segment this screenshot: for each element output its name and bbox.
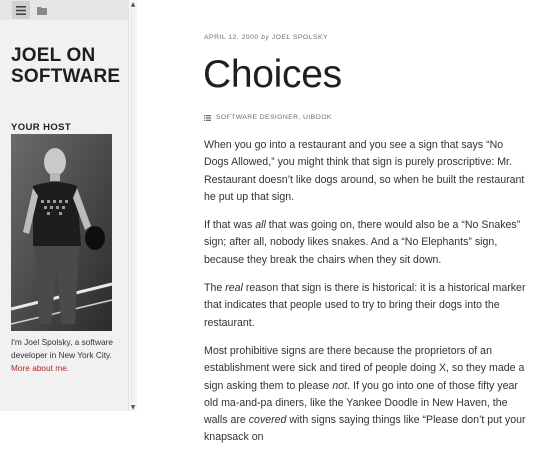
host-photo bbox=[11, 134, 112, 331]
sidebar bbox=[0, 0, 128, 411]
post-title: Choices bbox=[203, 53, 342, 96]
post-content bbox=[204, 137, 530, 458]
emphasis: all bbox=[255, 219, 266, 232]
paragraph-text: When you go into a restaurant and you see a sign that says “No Dogs Allowed,” you might think that sign is purely proscriptive: Mr. Restaurant doesn’t like dogs around, so when he built the restaurant he put up that sign. bbox=[204, 139, 525, 203]
post-date[interactable]: APRIL 12, 2000 bbox=[204, 34, 259, 41]
paragraph bbox=[204, 343, 530, 447]
folder-button[interactable] bbox=[33, 1, 51, 19]
sidebar-toolbar bbox=[0, 0, 128, 20]
paragraph-text: that was going on, there would also be a “No Snakes” sign; after all, nobody likes snakes. And a “No Elephants” sign, because they break the chairs when they sit down. bbox=[204, 219, 521, 266]
scroll-up-arrow-icon[interactable]: ▲ bbox=[130, 0, 136, 8]
sidebar-scrollbar[interactable] bbox=[128, 0, 137, 411]
paragraph-text: with signs saying things like “Please don’t put your knapsack on bbox=[204, 414, 526, 444]
more-about-me-link[interactable]: More about me. bbox=[11, 363, 70, 373]
scrollbar-thumb[interactable] bbox=[130, 9, 135, 403]
emphasis: real bbox=[225, 282, 243, 295]
emphasis: not bbox=[332, 379, 348, 392]
menu-icon bbox=[16, 6, 26, 15]
paragraph bbox=[204, 217, 530, 269]
site-title[interactable]: JOEL ON SOFTWARE bbox=[11, 45, 121, 87]
menu-button[interactable] bbox=[12, 1, 30, 19]
folder-icon bbox=[37, 6, 47, 15]
scroll-down-arrow-icon[interactable]: ▼ bbox=[130, 403, 136, 411]
paragraph-text: The bbox=[204, 282, 226, 295]
categories-links[interactable]: SOFTWARE DESIGNER, UIBOOK bbox=[216, 114, 332, 121]
paragraph bbox=[204, 280, 530, 332]
paragraph-text: reason that sign is there is historical: it is a historical marker that indicates that people used to try to bring their dogs into the restaurant. bbox=[204, 282, 526, 329]
post-meta bbox=[204, 34, 328, 41]
paragraph-text: If that was bbox=[204, 219, 256, 232]
list-icon bbox=[204, 115, 211, 121]
paragraph bbox=[204, 137, 530, 206]
host-bio: I'm Joel Spolsky, a software developer in New York City. bbox=[11, 337, 113, 360]
paragraph-text: . If you go into one of those fifty year old ma-and-pa diners, like the Yankee Doodle in New Haven, the walls are bbox=[204, 379, 518, 427]
post-author[interactable]: JOEL SPOLSKY bbox=[271, 34, 329, 41]
post-categories bbox=[204, 114, 332, 121]
paragraph-text: Most prohibitive signs are there because the proprietors of an establishment were sick and tired of people doing X, so they made a sign asking them to please bbox=[204, 344, 525, 392]
emphasis: covered bbox=[248, 414, 287, 427]
article bbox=[137, 0, 560, 444]
host-heading: YOUR HOST bbox=[11, 122, 72, 133]
post-by: by bbox=[261, 34, 270, 41]
